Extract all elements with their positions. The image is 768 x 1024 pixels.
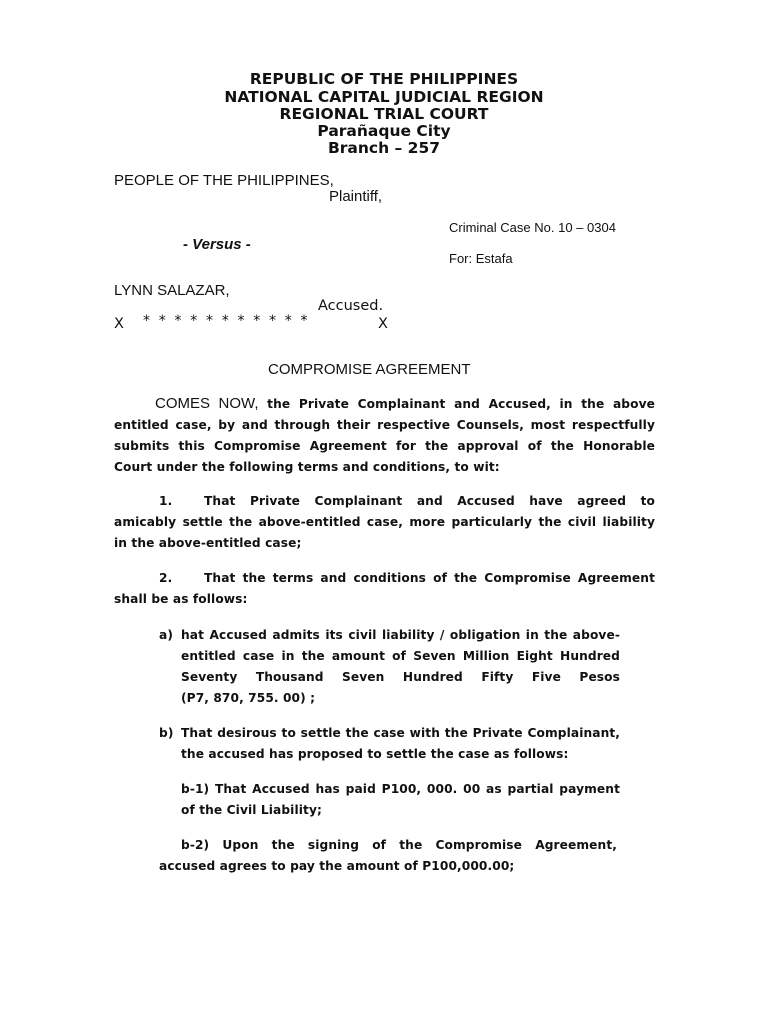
sub-item-a-line-4: (P7, 870, 755. 00) ; <box>181 691 316 705</box>
sub-item-b-label: b) <box>159 726 174 740</box>
sub-item-b2-line-2: accused agrees to pay the amount of P100,000.00; <box>159 859 515 873</box>
sub-item-a-label: a) <box>159 628 173 642</box>
sub-item-a-line-3: Seventy Thousand Seven Hundred Fifty Five Pesos <box>181 670 620 684</box>
sub-item-b-paragraph <box>181 723 620 765</box>
item-1-number: 1. <box>159 494 173 508</box>
item-1-line-1: That Private Complainant and Accused have agreed to <box>204 494 655 508</box>
item-1-line-3: in the above-entitled case; <box>114 536 302 550</box>
separator-stars: * * * * * * * * * * * <box>143 313 308 329</box>
intro-line-3: submits this Compromise Agreement for the approval of the Honorable <box>114 439 655 453</box>
versus-label: - Versus - <box>183 236 251 253</box>
case-offense: For: Estafa <box>449 251 513 266</box>
item-2-line-1: That the terms and conditions of the Compromise Agreement <box>204 571 655 585</box>
intro-line-2: entitled case, by and through their respective Counsels, most respectfully <box>114 418 655 432</box>
sub-item-b-line-2: the accused has proposed to settle the case as follows: <box>181 747 569 761</box>
sub-item-b1-paragraph <box>181 779 620 821</box>
intro-line-4: Court under the following terms and conditions, to wit: <box>114 460 500 474</box>
separator-left: X <box>114 316 124 332</box>
item-2-paragraph <box>114 568 655 610</box>
item-1-line-2: amicably settle the above-entitled case, more particularly the civil liability <box>114 515 655 529</box>
accused-label: Accused. <box>318 298 384 314</box>
court-header-branch: Branch – 257 <box>327 139 441 157</box>
court-header-city: Parañaque City <box>317 122 451 140</box>
intro-lead: COMES NOW, <box>155 395 259 412</box>
intro-line-1-text: the Private Complainant and Accused, in the above <box>258 397 655 411</box>
sub-item-b2-paragraph <box>159 835 617 877</box>
sub-item-a-line-1: hat Accused admits its civil liability / obligation in the above- <box>181 628 620 642</box>
item-1-paragraph <box>114 491 655 554</box>
separator-right: X <box>378 316 388 332</box>
case-number: Criminal Case No. 10 – 0304 <box>449 220 616 235</box>
court-header-court: REGIONAL TRIAL COURT <box>279 105 489 123</box>
court-header-republic: REPUBLIC OF THE PHILIPPINES <box>249 70 519 88</box>
item-2-number: 2. <box>159 571 173 585</box>
sub-item-b-line-1: That desirous to settle the case with the Private Complainant, <box>181 726 620 740</box>
document-title: COMPROMISE AGREEMENT <box>268 361 471 378</box>
sub-item-a-paragraph <box>181 625 620 709</box>
item-2-line-2: shall be as follows: <box>114 592 248 606</box>
sub-item-b1-line-2: of the Civil Liability; <box>181 803 322 817</box>
sub-item-b1-line-1: b-1) That Accused has paid P100, 000. 00 as partial payment <box>181 782 620 796</box>
accused-name: LYNN SALAZAR, <box>114 282 230 299</box>
intro-line-1 <box>114 393 655 415</box>
sub-item-b2-line-1: b-2) Upon the signing of the Compromise Agreement, <box>181 838 617 852</box>
court-header-region: NATIONAL CAPITAL JUDICIAL REGION <box>224 88 544 106</box>
plaintiff-label: Plaintiff, <box>329 188 383 205</box>
sub-item-a-line-2: entitled case in the amount of Seven Million Eight Hundred <box>181 649 620 663</box>
plaintiff-name: PEOPLE OF THE PHILIPPINES, <box>114 172 334 189</box>
intro-paragraph <box>114 393 655 478</box>
